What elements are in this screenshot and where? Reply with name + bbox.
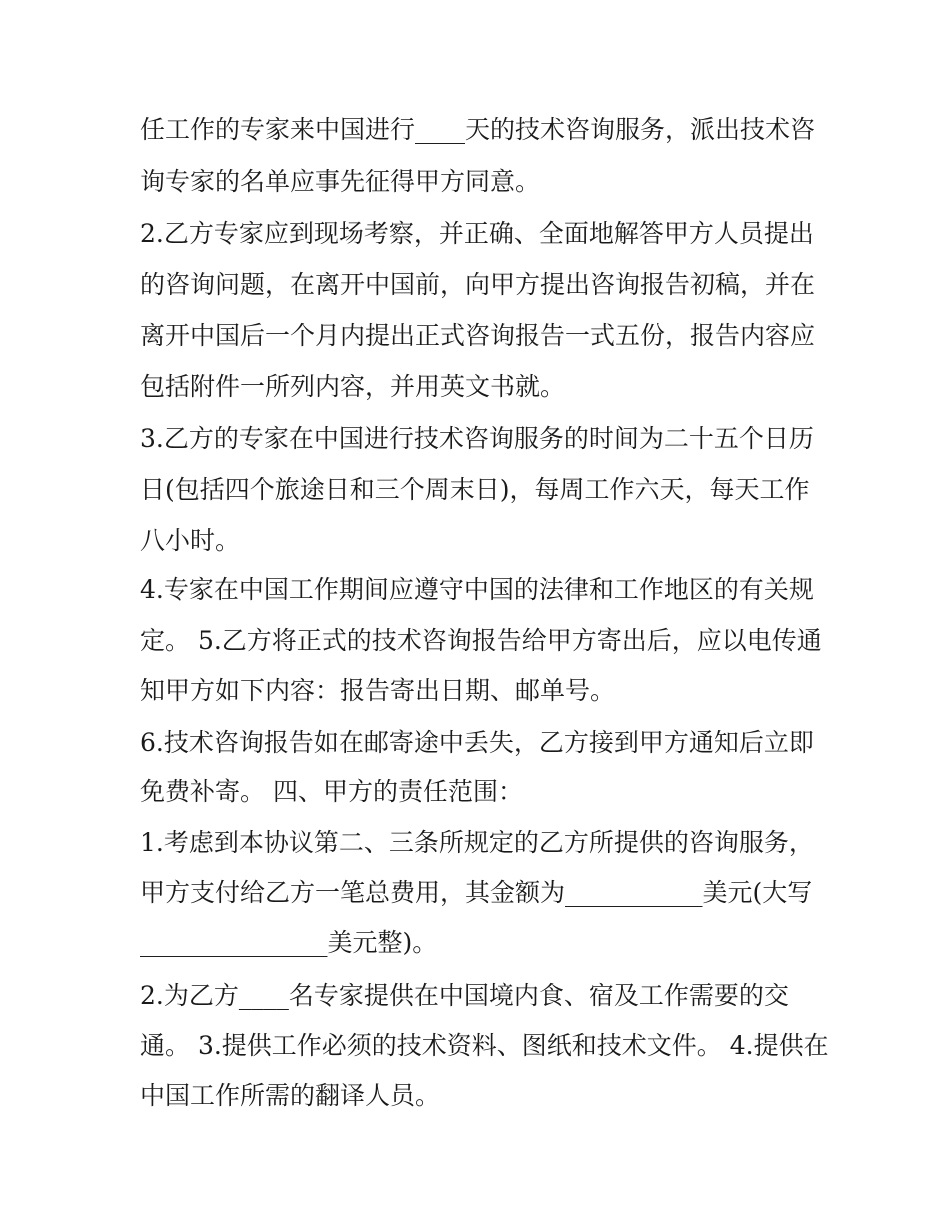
text-line: 2.乙方专家应到现场考察，并正确、全面地解答甲方人员提出 [140,219,814,248]
text-line: 离开中国后一个月内提出正式咨询报告一式五份，报告内容应 [140,321,816,350]
text-line: 包括附件一所列内容，并用英文书就。 [140,372,566,401]
text-line: 3.乙方的专家在中国进行技术咨询服务的时间为二十五个日历 [140,424,814,453]
text-line: 的咨询问题，在离开中国前，向甲方提出咨询报告初稿，并在 [140,270,816,299]
text-line: _______________美元整)。 [140,928,438,957]
text-line: 任工作的专家来中国进行____天的技术咨询服务，派出技术咨 [140,115,816,144]
text-line: 免费补寄。 四、甲方的责任范围： [140,777,523,806]
text-line: 中国工作所需的翻译人员。 [140,1081,441,1110]
text-line: 甲方支付给乙方一笔总费用，其金额为___________美元(大写 [140,878,813,907]
text-line: 日(包括四个旅途日和三个周末日)，每周工作六天，每天工作 [140,475,810,504]
text-line: 6.技术咨询报告如在邮寄途中丢失，乙方接到甲方通知后立即 [140,728,814,757]
text-line: 4.专家在中国工作期间应遵守中国的法律和工作地区的有关规 [140,575,814,604]
text-line: 八小时。 [140,526,241,555]
text-line: 通。 3.提供工作必须的技术资料、图纸和技术文件。 4.提供在 [140,1031,829,1060]
text-line: 询专家的名单应事先征得甲方同意。 [140,167,541,196]
text-line: 1.考虑到本协议第二、三条所规定的乙方所提供的咨询服务， [140,828,814,857]
text-line: 2.为乙方____名专家提供在中国境内食、宿及工作需要的交 [140,981,789,1010]
text-line: 知甲方如下内容：报告寄出日期、邮单号。 [140,676,616,705]
text-line: 定。 5.乙方将正式的技术咨询报告给甲方寄出后，应以电传通 [140,626,822,655]
